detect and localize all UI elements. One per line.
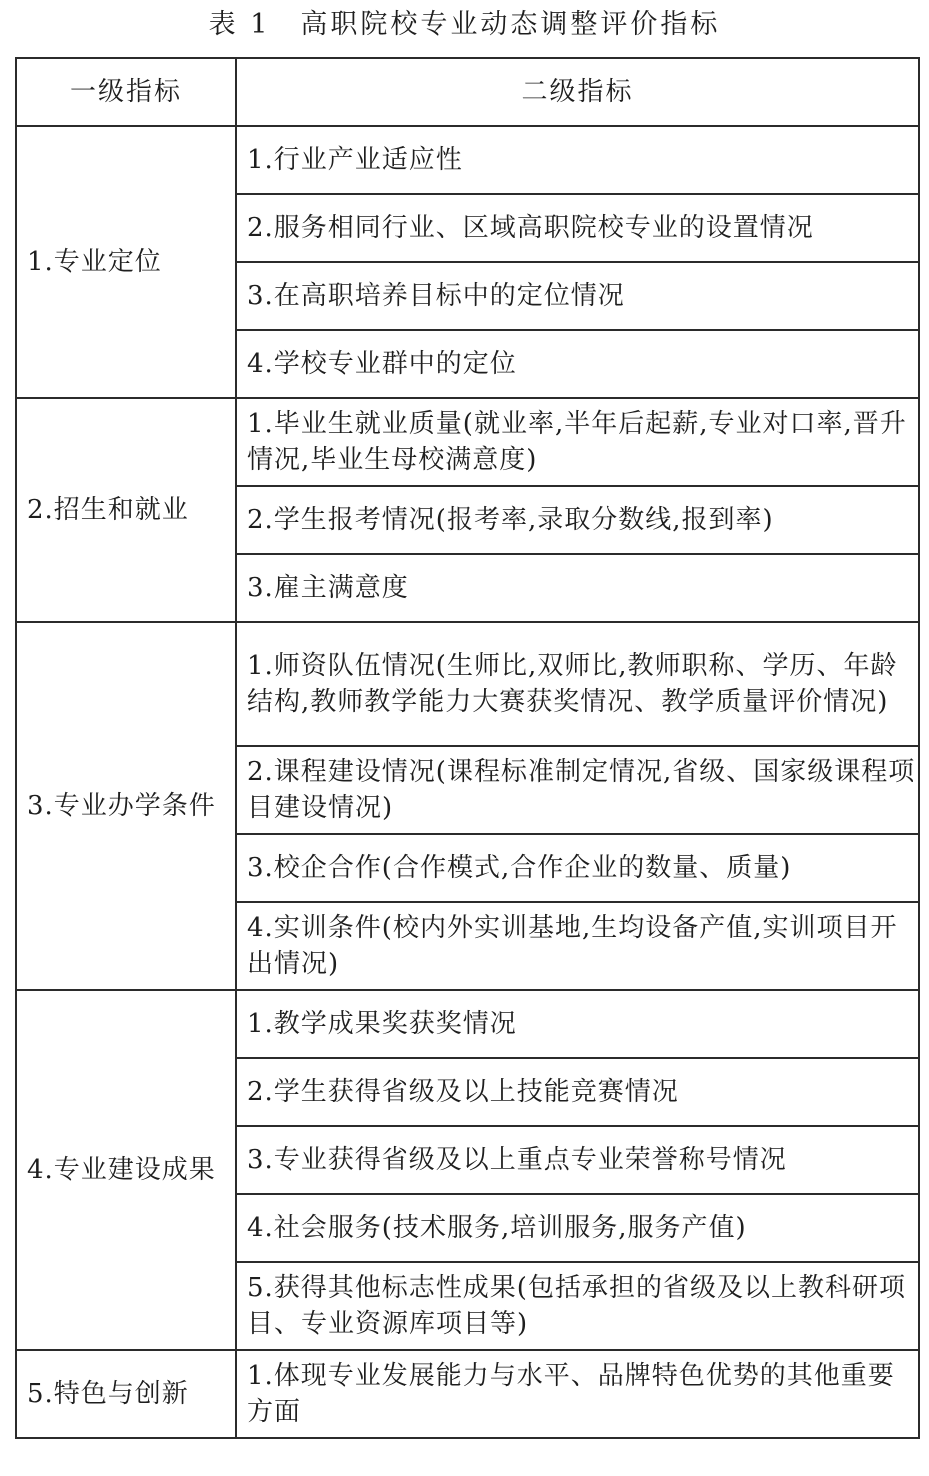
level2-cell: 2.服务相同行业、区域高职院校专业的设置情况 [236, 194, 919, 262]
table-row [16, 990, 919, 1058]
table-title: 表 1 高职院校专业动态调整评价指标 [208, 9, 721, 40]
table-row [16, 398, 919, 486]
level2-cell: 5.获得其他标志性成果(包括承担的省级及以上教科研项目、专业资源库项目等) [236, 1262, 919, 1350]
table-row [16, 622, 919, 746]
level1-cell: 3.专业办学条件 [16, 622, 236, 990]
level1-cell: 5.特色与创新 [16, 1350, 236, 1438]
level2-cell: 4.学校专业群中的定位 [236, 330, 919, 398]
level2-cell: 3.专业获得省级及以上重点专业荣誉称号情况 [236, 1126, 919, 1194]
level2-cell: 1.毕业生就业质量(就业率,半年后起薪,专业对口率,晋升情况,毕业生母校满意度) [236, 398, 919, 486]
level2-cell: 4.社会服务(技术服务,培训服务,服务产值) [236, 1194, 919, 1262]
level2-cell: 2.学生获得省级及以上技能竞赛情况 [236, 1058, 919, 1126]
level2-cell: 1.体现专业发展能力与水平、品牌特色优势的其他重要方面 [236, 1350, 919, 1438]
header-row [16, 58, 919, 126]
level2-cell: 2.学生报考情况(报考率,录取分数线,报到率) [236, 486, 919, 554]
level2-cell: 2.课程建设情况(课程标准制定情况,省级、国家级课程项目建设情况) [236, 746, 919, 834]
header-level2: 二级指标 [236, 58, 919, 126]
indicator-table [15, 57, 920, 1439]
header-level1: 一级指标 [16, 58, 236, 126]
table-row [16, 1350, 919, 1438]
level2-cell: 3.在高职培养目标中的定位情况 [236, 262, 919, 330]
level2-cell: 1.师资队伍情况(生师比,双师比,教师职称、学历、年龄结构,教师教学能力大赛获奖情况、教学质量评价情况) [236, 622, 919, 746]
level2-cell: 1.教学成果奖获奖情况 [236, 990, 919, 1058]
level1-cell: 4.专业建设成果 [16, 990, 236, 1350]
level2-cell: 1.行业产业适应性 [236, 126, 919, 194]
level2-cell: 3.校企合作(合作模式,合作企业的数量、质量) [236, 834, 919, 902]
table-row [16, 126, 919, 194]
level1-cell: 1.专业定位 [16, 126, 236, 398]
level1-cell: 2.招生和就业 [16, 398, 236, 622]
level2-cell: 4.实训条件(校内外实训基地,生均设备产值,实训项目开出情况) [236, 902, 919, 990]
level2-cell: 3.雇主满意度 [236, 554, 919, 622]
